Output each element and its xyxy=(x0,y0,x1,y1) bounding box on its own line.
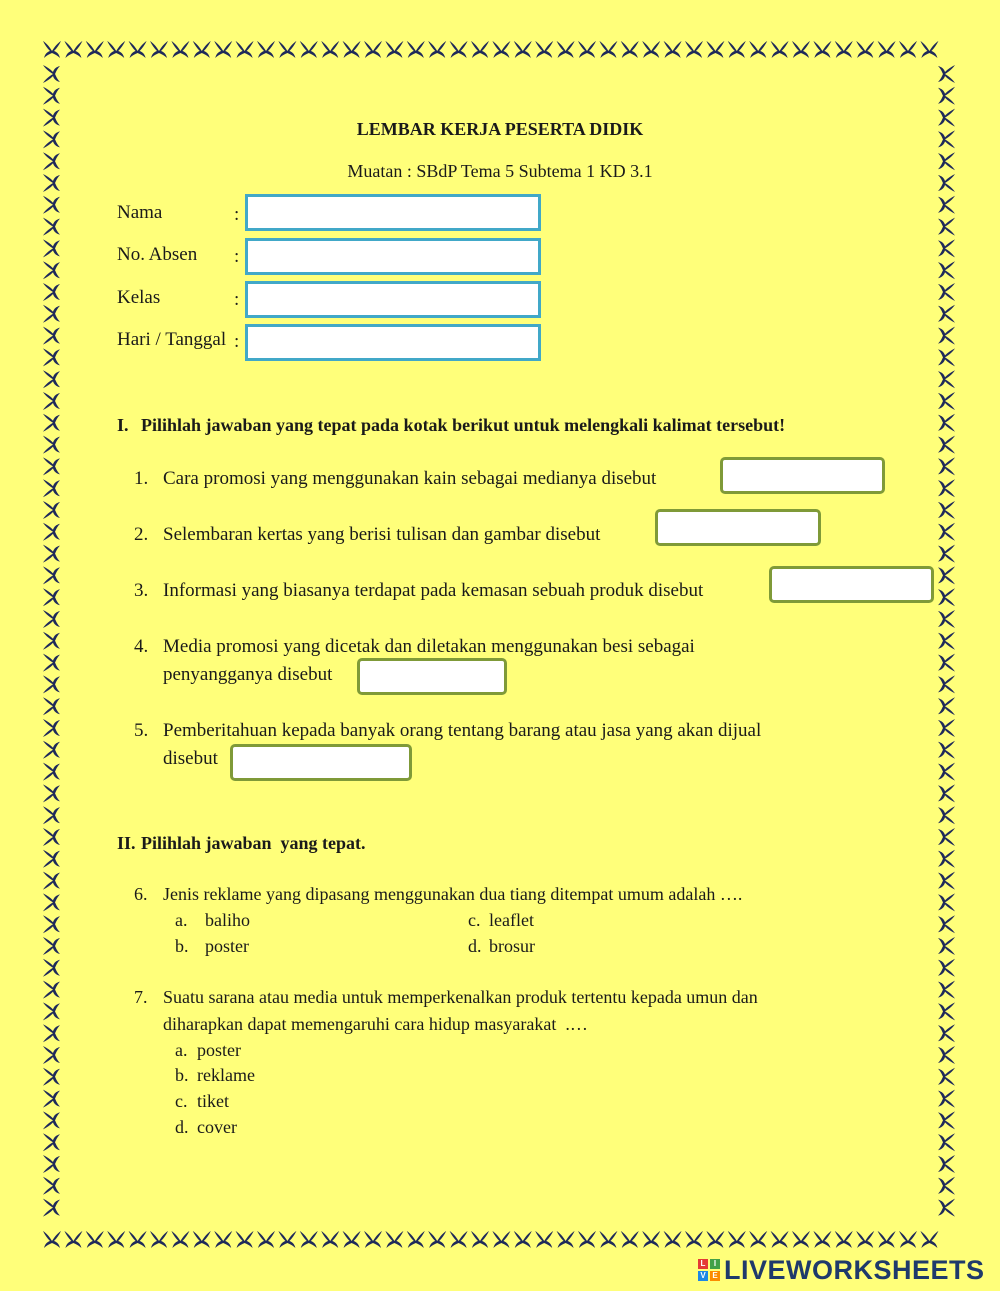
question-7-option-c[interactable]: tiket xyxy=(197,1091,229,1111)
liveworksheets-text: LIVEWORKSHEETS xyxy=(724,1254,985,1285)
bird-icon xyxy=(642,1231,660,1248)
question-3-answer[interactable] xyxy=(769,566,934,603)
section-2-heading: Pilihlah jawaban yang tepat. xyxy=(141,833,366,853)
bird-icon xyxy=(64,41,82,58)
bird-icon xyxy=(43,414,60,432)
bird-icon xyxy=(771,41,789,58)
bird-icon xyxy=(938,697,955,715)
bird-icon xyxy=(321,1231,339,1248)
question-5-text-line1: Pemberitahuan kepada banyak orang tentang barang atau jasa yang akan dijual xyxy=(163,720,762,741)
bird-icon xyxy=(43,697,60,715)
liveworksheets-logo-icon xyxy=(698,1259,720,1281)
logo-letter-e: E xyxy=(710,1271,720,1281)
bird-icon xyxy=(43,1046,60,1064)
question-7-number: 7. xyxy=(134,987,148,1007)
bird-icon xyxy=(535,41,553,58)
worksheet-subtitle: Muatan : SBdP Tema 5 Subtema 1 KD 3.1 xyxy=(347,161,653,181)
bird-icon xyxy=(43,261,60,279)
bird-icon xyxy=(938,65,955,83)
name-label: Nama xyxy=(117,202,163,223)
question-3-text: Informasi yang biasanya terdapat pada kemasan sebuah produk disebut xyxy=(163,580,704,601)
bird-icon xyxy=(938,675,955,693)
bird-icon xyxy=(43,305,60,323)
bird-icon xyxy=(43,959,60,977)
name-colon: : xyxy=(234,204,240,225)
bird-icon xyxy=(43,1068,60,1086)
bird-icon xyxy=(43,523,60,541)
bird-icon xyxy=(938,566,955,584)
bird-icon xyxy=(450,1231,468,1248)
bird-icon xyxy=(43,784,60,802)
question-5-text-line2: disebut xyxy=(163,748,218,769)
bird-icon xyxy=(43,65,60,83)
tanggal-label: Hari / Tanggal xyxy=(117,329,227,350)
bird-icon xyxy=(938,327,955,345)
question-6-option-b-letter: b. xyxy=(175,936,189,956)
bird-icon xyxy=(938,654,955,672)
question-5-answer[interactable] xyxy=(230,744,412,781)
question-6-option-d-letter: d. xyxy=(468,936,482,956)
absen-label: No. Absen xyxy=(117,244,198,265)
bird-icon xyxy=(938,239,955,257)
bird-icon xyxy=(257,1231,275,1248)
question-7-text-line2: diharapkan dapat memengaruhi cara hidup masyarakat .… xyxy=(163,1014,588,1034)
bird-icon xyxy=(43,610,60,628)
bird-icon xyxy=(64,1231,82,1248)
question-4-number: 4. xyxy=(134,636,149,657)
bird-icon xyxy=(938,1111,955,1129)
bird-icon xyxy=(236,1231,254,1248)
question-4-answer[interactable] xyxy=(357,658,507,695)
bird-icon xyxy=(938,981,955,999)
bird-icon xyxy=(938,1155,955,1173)
bird-icon xyxy=(835,41,853,58)
bird-icon xyxy=(938,1090,955,1108)
bird-icon xyxy=(471,41,489,58)
bird-icon xyxy=(938,763,955,781)
bird-icon xyxy=(938,719,955,737)
question-1-text: Cara promosi yang menggunakan kain sebagai medianya disebut xyxy=(163,468,657,489)
bird-icon xyxy=(43,348,60,366)
bird-icon xyxy=(557,1231,575,1248)
bird-icon xyxy=(771,1231,789,1248)
bird-icon xyxy=(278,41,296,58)
bird-icon xyxy=(300,1231,318,1248)
question-6-option-b[interactable]: poster xyxy=(205,936,249,956)
bird-icon xyxy=(938,370,955,388)
bird-icon xyxy=(43,436,60,454)
bird-icon xyxy=(43,1199,60,1217)
bird-icon xyxy=(257,41,275,58)
bird-icon xyxy=(938,305,955,323)
bird-icon xyxy=(621,1231,639,1248)
bird-icon xyxy=(938,87,955,105)
bird-icon xyxy=(385,41,403,58)
bird-icon xyxy=(107,41,125,58)
question-7-option-a[interactable]: poster xyxy=(197,1040,241,1060)
kelas-colon: : xyxy=(234,289,240,310)
bird-icon xyxy=(578,41,596,58)
bird-icon xyxy=(43,1133,60,1151)
question-1-number: 1. xyxy=(134,468,149,489)
bird-icon xyxy=(43,239,60,257)
bird-icon xyxy=(938,348,955,366)
bird-icon xyxy=(557,41,575,58)
liveworksheets-watermark[interactable] xyxy=(698,1255,985,1285)
bird-icon xyxy=(938,850,955,868)
bird-icon xyxy=(214,41,232,58)
bird-icon xyxy=(938,828,955,846)
bird-icon xyxy=(578,1231,596,1248)
bird-icon xyxy=(938,1133,955,1151)
bird-icon xyxy=(938,1199,955,1217)
bird-icon xyxy=(938,937,955,955)
question-6-option-d[interactable]: brosur xyxy=(489,936,535,956)
bird-icon xyxy=(938,218,955,236)
bird-icon xyxy=(938,1002,955,1020)
bird-icon xyxy=(43,41,61,58)
bird-icon xyxy=(899,41,917,58)
bird-icon xyxy=(43,479,60,497)
bird-icon xyxy=(899,1231,917,1248)
bird-icon xyxy=(685,41,703,58)
bird-icon xyxy=(43,392,60,410)
bird-icon xyxy=(938,1068,955,1086)
bird-icon xyxy=(792,41,810,58)
worksheet-title: LEMBAR KERJA PESERTA DIDIK xyxy=(356,119,644,139)
question-7-option-b[interactable]: reklame xyxy=(197,1065,255,1085)
question-6-number: 6. xyxy=(134,884,148,904)
bird-icon xyxy=(728,1231,746,1248)
bird-icon xyxy=(43,850,60,868)
bird-icon xyxy=(43,566,60,584)
bird-icon xyxy=(938,457,955,475)
bird-icon xyxy=(920,41,938,58)
bird-icon xyxy=(878,1231,896,1248)
bird-icon xyxy=(938,283,955,301)
question-3-number: 3. xyxy=(134,580,149,601)
logo-letter-i: I xyxy=(710,1259,720,1269)
bird-icon xyxy=(364,1231,382,1248)
bird-icon xyxy=(938,392,955,410)
kelas-label: Kelas xyxy=(117,287,161,308)
bird-icon xyxy=(920,1231,938,1248)
section-1-number: I. xyxy=(117,415,129,435)
question-1-answer[interactable] xyxy=(720,457,885,494)
bird-icon xyxy=(938,501,955,519)
bird-icon xyxy=(364,41,382,58)
bird-icon xyxy=(171,41,189,58)
bird-icon xyxy=(428,41,446,58)
question-2-text: Selembaran kertas yang berisi tulisan dan gambar disebut xyxy=(163,524,601,545)
bird-icon xyxy=(938,632,955,650)
bird-icon xyxy=(492,1231,510,1248)
bird-icon xyxy=(193,1231,211,1248)
absen-colon: : xyxy=(234,246,240,267)
bird-icon xyxy=(214,1231,232,1248)
bird-icon xyxy=(856,41,874,58)
bird-icon xyxy=(938,588,955,606)
bird-icon xyxy=(171,1231,189,1248)
question-6-option-c[interactable]: leaflet xyxy=(489,910,534,930)
bird-icon xyxy=(150,41,168,58)
bird-icon xyxy=(43,1155,60,1173)
bird-icon xyxy=(343,41,361,58)
bird-icon xyxy=(749,1231,767,1248)
bird-icon xyxy=(43,828,60,846)
bird-icon xyxy=(43,654,60,672)
tanggal-field[interactable] xyxy=(245,324,541,361)
bird-icon xyxy=(129,41,147,58)
kelas-field[interactable] xyxy=(245,281,541,318)
bird-icon xyxy=(43,1002,60,1020)
bird-icon xyxy=(938,1046,955,1064)
bird-icon xyxy=(43,1090,60,1108)
bird-icon xyxy=(706,1231,724,1248)
bird-icon xyxy=(43,719,60,737)
question-6-text: Jenis reklame yang dipasang menggunakan dua tiang ditempat umum adalah …. xyxy=(163,884,743,904)
bird-icon xyxy=(43,196,60,214)
bird-icon xyxy=(471,1231,489,1248)
question-4-text-line1: Media promosi yang dicetak dan diletakan menggunakan besi sebagai xyxy=(163,636,695,657)
bird-icon xyxy=(43,806,60,824)
question-6-option-c-letter: c. xyxy=(468,910,481,930)
bird-icon xyxy=(813,1231,831,1248)
tanggal-colon: : xyxy=(234,331,240,352)
bird-icon xyxy=(43,872,60,890)
bird-icon xyxy=(728,41,746,58)
bird-icon xyxy=(43,218,60,236)
bird-icon xyxy=(514,41,532,58)
bird-icon xyxy=(43,763,60,781)
question-7-option-b-letter: b. xyxy=(175,1065,189,1085)
bird-icon xyxy=(749,41,767,58)
bird-icon xyxy=(343,1231,361,1248)
bird-icon xyxy=(938,414,955,432)
bird-icon xyxy=(300,41,318,58)
bird-icon xyxy=(43,545,60,563)
bird-icon xyxy=(43,283,60,301)
bird-icon xyxy=(938,1177,955,1195)
bird-icon xyxy=(407,41,425,58)
question-7-option-d[interactable]: cover xyxy=(197,1117,237,1137)
bird-icon xyxy=(938,784,955,802)
bird-icon xyxy=(938,741,955,759)
bird-icon xyxy=(86,41,104,58)
bird-icon xyxy=(706,41,724,58)
bird-icon xyxy=(835,1231,853,1248)
bird-icon xyxy=(938,261,955,279)
question-6-option-a[interactable]: baliho xyxy=(205,910,250,930)
section-1-heading: Pilihlah jawaban yang tepat pada kotak berikut untuk melengkali kalimat tersebut! xyxy=(141,415,786,435)
logo-letter-v: V xyxy=(698,1271,708,1281)
bird-icon xyxy=(938,915,955,933)
bird-icon xyxy=(878,41,896,58)
bird-icon xyxy=(938,893,955,911)
bird-icon xyxy=(599,1231,617,1248)
bird-icon xyxy=(43,1111,60,1129)
bird-icon xyxy=(236,41,254,58)
bird-icon xyxy=(43,675,60,693)
bird-icon xyxy=(43,741,60,759)
bird-icon xyxy=(535,1231,553,1248)
bird-icon xyxy=(43,915,60,933)
bird-icon xyxy=(599,41,617,58)
bird-icon xyxy=(856,1231,874,1248)
bird-icon xyxy=(938,1024,955,1042)
bird-icon xyxy=(664,41,682,58)
bird-icon xyxy=(938,959,955,977)
bird-icon xyxy=(43,370,60,388)
question-6-option-a-letter: a. xyxy=(175,910,188,930)
bird-icon xyxy=(813,41,831,58)
bird-icon xyxy=(792,1231,810,1248)
bird-icon xyxy=(685,1231,703,1248)
bird-icon xyxy=(621,41,639,58)
bird-icon xyxy=(428,1231,446,1248)
bird-icon xyxy=(938,872,955,890)
bird-icon xyxy=(43,327,60,345)
bird-icon xyxy=(514,1231,532,1248)
bird-icon xyxy=(450,41,468,58)
bird-icon xyxy=(938,479,955,497)
bird-icon xyxy=(938,806,955,824)
bird-icon xyxy=(43,1024,60,1042)
bird-icon xyxy=(43,937,60,955)
bird-icon xyxy=(321,41,339,58)
section-2-number: II. xyxy=(117,833,136,853)
bird-icon xyxy=(407,1231,425,1248)
bird-icon xyxy=(664,1231,682,1248)
bird-icon xyxy=(43,87,60,105)
question-2-answer[interactable] xyxy=(655,509,821,546)
bird-icon xyxy=(43,1177,60,1195)
bird-icon xyxy=(278,1231,296,1248)
bird-icon xyxy=(43,1231,61,1248)
question-2-number: 2. xyxy=(134,524,149,545)
bird-icon xyxy=(938,610,955,628)
bird-icon xyxy=(938,436,955,454)
bird-icon xyxy=(43,893,60,911)
question-7-option-d-letter: d. xyxy=(175,1117,189,1137)
bird-icon xyxy=(938,196,955,214)
bird-icon xyxy=(43,632,60,650)
bird-icon xyxy=(86,1231,104,1248)
question-7-option-c-letter: c. xyxy=(175,1091,188,1111)
question-5-number: 5. xyxy=(134,720,149,741)
bird-icon xyxy=(938,545,955,563)
question-4-text-line2: penyangganya disebut xyxy=(163,664,333,685)
bird-icon xyxy=(150,1231,168,1248)
bird-icon xyxy=(43,588,60,606)
name-field[interactable] xyxy=(245,194,541,231)
bird-icon xyxy=(129,1231,147,1248)
bird-icon xyxy=(492,41,510,58)
question-7-text-line1: Suatu sarana atau media untuk memperkenalkan produk tertentu kepada umun dan xyxy=(163,987,758,1007)
bird-icon xyxy=(43,501,60,519)
bird-icon xyxy=(385,1231,403,1248)
bird-icon xyxy=(642,41,660,58)
bird-icon xyxy=(193,41,211,58)
bird-icon xyxy=(107,1231,125,1248)
bird-icon xyxy=(43,457,60,475)
bird-icon xyxy=(43,981,60,999)
absen-field[interactable] xyxy=(245,238,541,275)
question-7-option-a-letter: a. xyxy=(175,1040,188,1060)
logo-letter-l: L xyxy=(698,1259,708,1269)
bird-icon xyxy=(938,523,955,541)
